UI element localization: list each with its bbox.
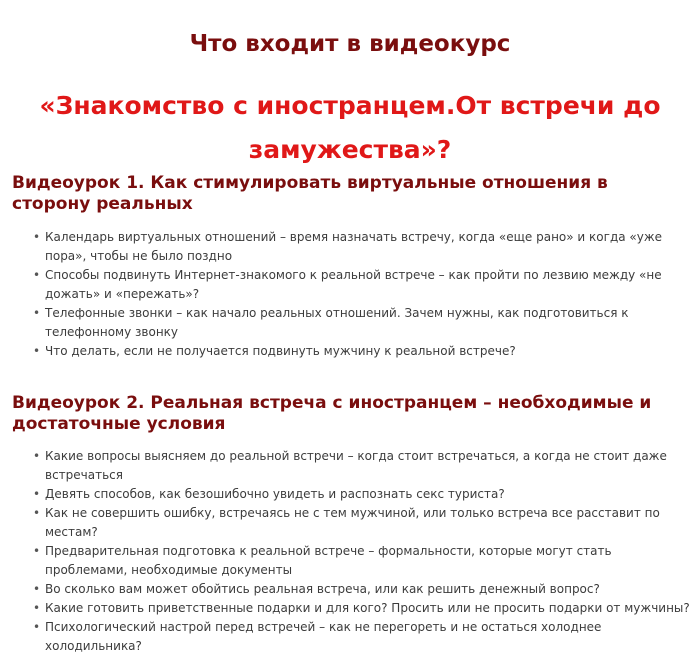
- list-item-text: Что делать, если не получается подвинуть мужчину к реальной встрече?: [45, 344, 516, 358]
- list-item-text: Способы подвинуть Интернет-знакомого к реальной встрече – как пройти по лезвию между «не дожать» и «пережать»?: [45, 268, 662, 301]
- bullet-icon: •: [33, 601, 41, 615]
- list-item: [30, 580, 694, 599]
- bullet-icon: •: [33, 620, 41, 634]
- bullet-icon: •: [33, 506, 41, 520]
- list-item: [30, 542, 694, 580]
- list-item: [30, 618, 694, 656]
- bullet-icon: •: [33, 344, 41, 358]
- list-item: [30, 228, 694, 266]
- list-item-text: Какие готовить приветственные подарки и для кого? Просить или не просить подарки от мужчины?: [45, 601, 690, 615]
- list-item: [30, 485, 694, 504]
- list-item-text: Календарь виртуальных отношений – время назначать встречу, когда «еще рано» и когда «уже пора», чтобы не было поздно: [45, 230, 663, 263]
- course-name: «Знакомство с иностранцем.От встречи до замужества»?: [39, 91, 661, 164]
- lesson-1-list: [30, 228, 694, 361]
- bullet-icon: •: [33, 449, 41, 463]
- list-item-text: Девять способов, как безошибочно увидеть и распознать секс туриста?: [45, 487, 505, 501]
- lesson-2-list: [30, 447, 694, 656]
- bullet-icon: •: [33, 230, 41, 244]
- list-item: [30, 504, 694, 542]
- list-item: [30, 342, 694, 361]
- list-item: [30, 447, 694, 485]
- list-item: [30, 266, 694, 304]
- lesson-2-heading: Видеоурок 2. Реальная встреча с иностранцем – необходимые и достаточные условия: [12, 393, 652, 434]
- list-item: [30, 599, 694, 618]
- bullet-icon: •: [33, 306, 41, 320]
- lesson-1-heading: Видеоурок 1. Как стимулировать виртуальные отношения в сторону реальных: [12, 173, 608, 214]
- list-item-text: Телефонные звонки – как начало реальных отношений. Зачем нужны, как подготовиться к телефонному звонку: [45, 306, 629, 339]
- list-item: [30, 304, 694, 342]
- list-item-text: Какие вопросы выясняем до реальной встречи – когда стоит встречаться, а когда не стоит даже встречаться: [45, 449, 667, 482]
- bullet-icon: •: [33, 268, 41, 282]
- bullet-icon: •: [33, 487, 41, 501]
- list-item-text: Психологический настрой перед встречей – как не перегореть и не остаться холоднее холодильника?: [45, 620, 602, 653]
- bullet-icon: •: [33, 544, 41, 558]
- list-item-text: Во сколько вам может обойтись реальная встреча, или как решить денежный вопрос?: [45, 582, 600, 596]
- bullet-icon: •: [33, 582, 41, 596]
- list-item-text: Предварительная подготовка к реальной встрече – формальности, которые могут стать проблемами, необходимые документы: [45, 544, 612, 577]
- list-item-text: Как не совершить ошибку, встречаясь не с тем мужчиной, или только встреча все расставит по местам?: [45, 506, 660, 539]
- page-title: Что входит в видеокурс: [189, 31, 511, 57]
